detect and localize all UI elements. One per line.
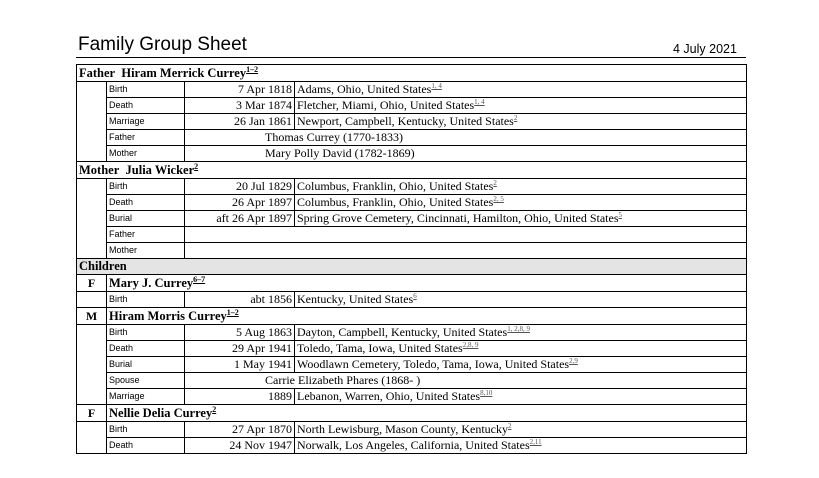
citation-link[interactable]: 1, 2,8, 9 — [507, 325, 530, 333]
event-row — [77, 389, 747, 405]
child-header-row — [77, 275, 747, 292]
child-sex: F — [77, 405, 107, 422]
citation-link[interactable]: 8,10 — [480, 389, 493, 397]
children-heading: Children — [77, 259, 747, 275]
event-label: Death — [107, 438, 185, 454]
event-place: Kentucky, United States — [297, 292, 414, 306]
event-label: Death — [107, 341, 185, 357]
event-place: Lebanon, Warren, Ohio, United States — [297, 389, 481, 403]
parent-name: Mary Polly David (1782-1869) — [265, 146, 415, 160]
children-header-row — [77, 259, 747, 275]
father-role: Father — [79, 66, 116, 80]
parent-label: Mother — [107, 243, 185, 259]
spouse-label: Spouse — [107, 373, 185, 389]
event-place: Dayton, Campbell, Kentucky, United States — [297, 325, 508, 339]
event-row — [77, 195, 747, 211]
event-date: 20 Jul 1829 — [185, 179, 295, 195]
child-sex: F — [77, 275, 107, 292]
citation-link[interactable]: 6 — [413, 292, 417, 300]
event-row — [77, 82, 747, 98]
mother-refs[interactable]: 2 — [194, 161, 199, 171]
citation-link[interactable]: 2, 5 — [493, 195, 504, 203]
citation-link[interactable]: 2 — [513, 114, 518, 122]
event-date: aft 26 Apr 1897 — [185, 211, 295, 227]
mother-name: Julia Wicker — [125, 163, 195, 177]
event-place: Spring Grove Cemetery, Cincinnati, Hamilton, Ohio, United States — [297, 211, 619, 225]
father-refs[interactable]: 1–2 — [246, 64, 259, 74]
event-date: 3 Mar 1874 — [185, 98, 295, 114]
event-date: 26 Apr 1897 — [185, 195, 295, 211]
event-place: Fletcher, Miami, Ohio, United States — [297, 98, 475, 112]
event-label: Birth — [107, 82, 185, 98]
child-refs[interactable]: 2 — [212, 404, 217, 414]
event-date: 5 Aug 1863 — [185, 325, 295, 341]
event-label: Burial — [107, 357, 185, 373]
parent-label: Mother — [107, 146, 185, 162]
event-place: Adams, Ohio, United States — [297, 82, 432, 96]
citation-link[interactable]: 1, 4 — [431, 82, 442, 90]
parent-label: Father — [107, 227, 185, 243]
event-date: 7 Apr 1818 — [185, 82, 295, 98]
parent-row — [77, 227, 747, 243]
event-label: Birth — [107, 422, 185, 438]
child-name: Mary J. Currey — [109, 276, 194, 290]
event-label: Death — [107, 98, 185, 114]
child-refs[interactable]: 6–7 — [193, 274, 206, 284]
child-name: Nellie Delia Currey — [109, 406, 213, 420]
report-date: 4 July 2021 — [673, 42, 737, 56]
event-row — [77, 98, 747, 114]
event-row — [77, 179, 747, 195]
event-place: Columbus, Franklin, Ohio, United States — [297, 195, 494, 209]
child-header-row — [77, 308, 747, 325]
spouse-name: Carrie Elizabeth Phares (1868- ) — [265, 373, 421, 387]
event-place: Woodlawn Cemetery, Toledo, Tama, Iowa, United States — [297, 357, 570, 371]
father-name: Hiram Merrick Currey — [121, 66, 247, 80]
event-row — [77, 292, 747, 308]
event-label: Birth — [107, 325, 185, 341]
event-row — [77, 114, 747, 130]
event-place: North Lewisburg, Mason County, Kentucky — [297, 422, 508, 436]
child-refs[interactable]: 1–2 — [226, 307, 239, 317]
citation-link[interactable]: 2,11 — [529, 438, 542, 446]
event-date: 29 Apr 1941 — [185, 341, 295, 357]
event-row — [77, 438, 747, 454]
child-sex: M — [77, 308, 107, 325]
child-header-row — [77, 405, 747, 422]
page-title: Family Group Sheet — [78, 34, 247, 55]
mother-header-row — [77, 162, 747, 179]
event-label: Birth — [107, 292, 185, 308]
title-rule — [76, 57, 746, 58]
father-header-row — [77, 65, 747, 82]
event-row — [77, 422, 747, 438]
mother-role: Mother — [79, 163, 120, 177]
citation-link[interactable]: 1, 4 — [474, 98, 485, 106]
event-row — [77, 357, 747, 373]
parent-row — [77, 146, 747, 162]
event-label: Burial — [107, 211, 185, 227]
event-date: 26 Jan 1861 — [185, 114, 295, 130]
event-place: Toledo, Tama, Iowa, United States — [297, 341, 463, 355]
event-place: Columbus, Franklin, Ohio, United States — [297, 179, 494, 193]
event-date: 24 Nov 1947 — [185, 438, 295, 454]
event-place: Newport, Campbell, Kentucky, United States — [297, 114, 514, 128]
event-row — [77, 325, 747, 341]
event-date: abt 1856 — [185, 292, 295, 308]
citation-link[interactable]: 2 — [507, 422, 512, 430]
parent-name: Thomas Currey (1770-1833) — [265, 130, 403, 144]
event-label: Birth — [107, 179, 185, 195]
event-date: 1 May 1941 — [185, 357, 295, 373]
spouse-row — [77, 373, 747, 389]
event-row — [77, 211, 747, 227]
event-place: Norwalk, Los Angeles, California, United States — [297, 438, 530, 452]
parent-row — [77, 243, 747, 259]
parent-row — [77, 130, 747, 146]
citation-link[interactable]: 2 — [493, 179, 497, 187]
family-group-table — [76, 64, 747, 454]
citation-link[interactable]: 2,9 — [569, 357, 578, 365]
citation-link[interactable]: 2,8, 9 — [462, 341, 479, 349]
event-row — [77, 341, 747, 357]
event-label: Marriage — [107, 389, 185, 405]
child-name: Hiram Morris Currey — [109, 309, 227, 323]
event-label: Death — [107, 195, 185, 211]
event-date: 1889 — [185, 389, 295, 405]
event-date: 27 Apr 1870 — [185, 422, 295, 438]
event-label: Marriage — [107, 114, 185, 130]
parent-label: Father — [107, 130, 185, 146]
citation-link[interactable]: 5 — [618, 211, 623, 219]
